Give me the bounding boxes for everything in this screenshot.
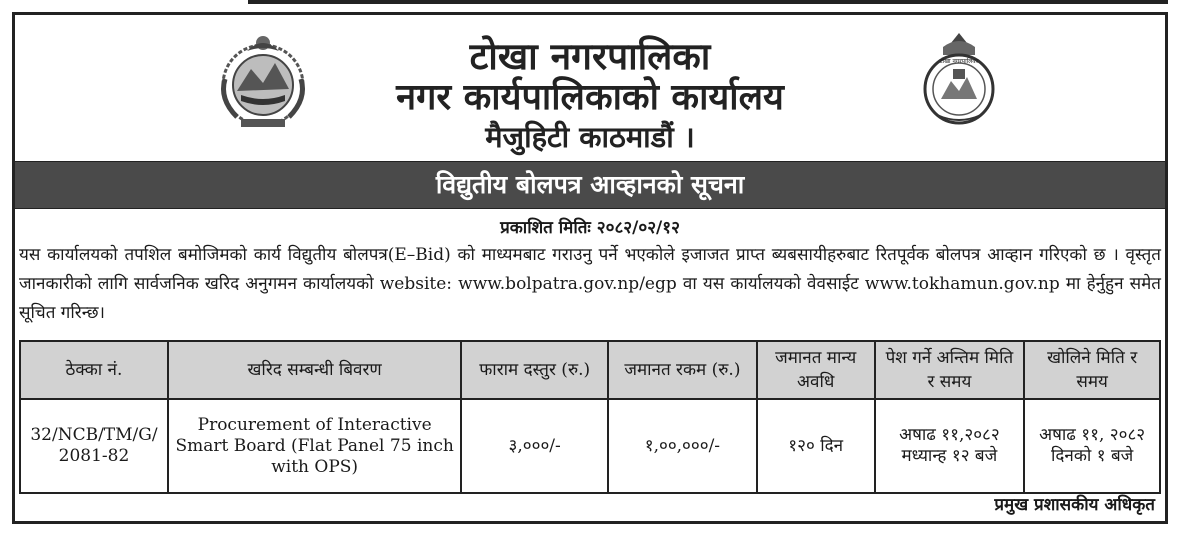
top-rule bbox=[248, 0, 1168, 4]
published-date: प्रकाशित मितिः २०८२/०२/१२ bbox=[500, 218, 680, 238]
cell-contract-no: 32/NCB/TM/G/ 2081-82 bbox=[20, 399, 168, 493]
signatory-title: प्रमुख प्रशासकीय अधिकृत bbox=[994, 495, 1155, 515]
office-name: नगर कार्यपालिकाको कार्यालय bbox=[396, 76, 784, 118]
header bbox=[15, 15, 1165, 161]
cell-form-fee: ३,०००/- bbox=[461, 399, 608, 493]
cell-opening: अषाढ ११, २०८२ दिनको १ बजे bbox=[1024, 399, 1160, 493]
notice-frame bbox=[12, 12, 1168, 524]
cell-validity: १२० दिन bbox=[757, 399, 875, 493]
header-validity: जमानत मान्य अवधि bbox=[757, 341, 875, 399]
cell-description: Procurement of Interactive Smart Board (Flat Panel 75 inch with OPS) bbox=[168, 399, 461, 493]
office-address: मैजुहिटी काठमाडौं । bbox=[485, 120, 695, 154]
cell-bid-security: १,००,०००/- bbox=[608, 399, 757, 493]
header-form-fee: फाराम दस्तुर (रु.) bbox=[461, 341, 608, 399]
notice-banner: विद्युतीय बोलपत्र आव्हानको सूचना bbox=[15, 161, 1165, 209]
header-submission: पेश गर्ने अन्तिम मिति र समय bbox=[875, 341, 1025, 399]
logo-text: टोखा नगरपालिका bbox=[939, 58, 979, 65]
header-bid-security: जमानत रकम (रु.) bbox=[608, 341, 757, 399]
header-contract-no: ठेक्का नं. bbox=[20, 341, 168, 399]
table-row bbox=[20, 399, 1160, 493]
municipality-name: टोखा नगरपालिका bbox=[469, 34, 711, 78]
cell-submission: अषाढ ११,२०८२ मध्यान्ह १२ बजे bbox=[875, 399, 1025, 493]
header-opening: खोलिने मिति र समय bbox=[1024, 341, 1160, 399]
header-description: खरिद सम्बन्धी बिवरण bbox=[168, 341, 461, 399]
bid-table bbox=[19, 340, 1161, 494]
notice-body: यस कार्यालयको तपशिल बमोजिमको कार्य विद्युतीय बोलपत्र(E–Bid) को माध्यमबाट गराउनु पर्ने भएकोले इजाजत प्राप्त ब्यबसायीहरुबाट रितपूर्वक बोलपत्र आव्हान गरिएको छ । वृस्तृत जानकारीको लागि सार्वजनिक खरिद अनुगमन कार्यालयको website: www.bolpatra.gov.np/egp वा यस कार्यालयको वेवसाईट www.tokhamun.gov.np मा हेर्नुहुन समेत सूचित गरिन्छ। bbox=[19, 245, 1161, 323]
table-header-row bbox=[20, 341, 1160, 399]
